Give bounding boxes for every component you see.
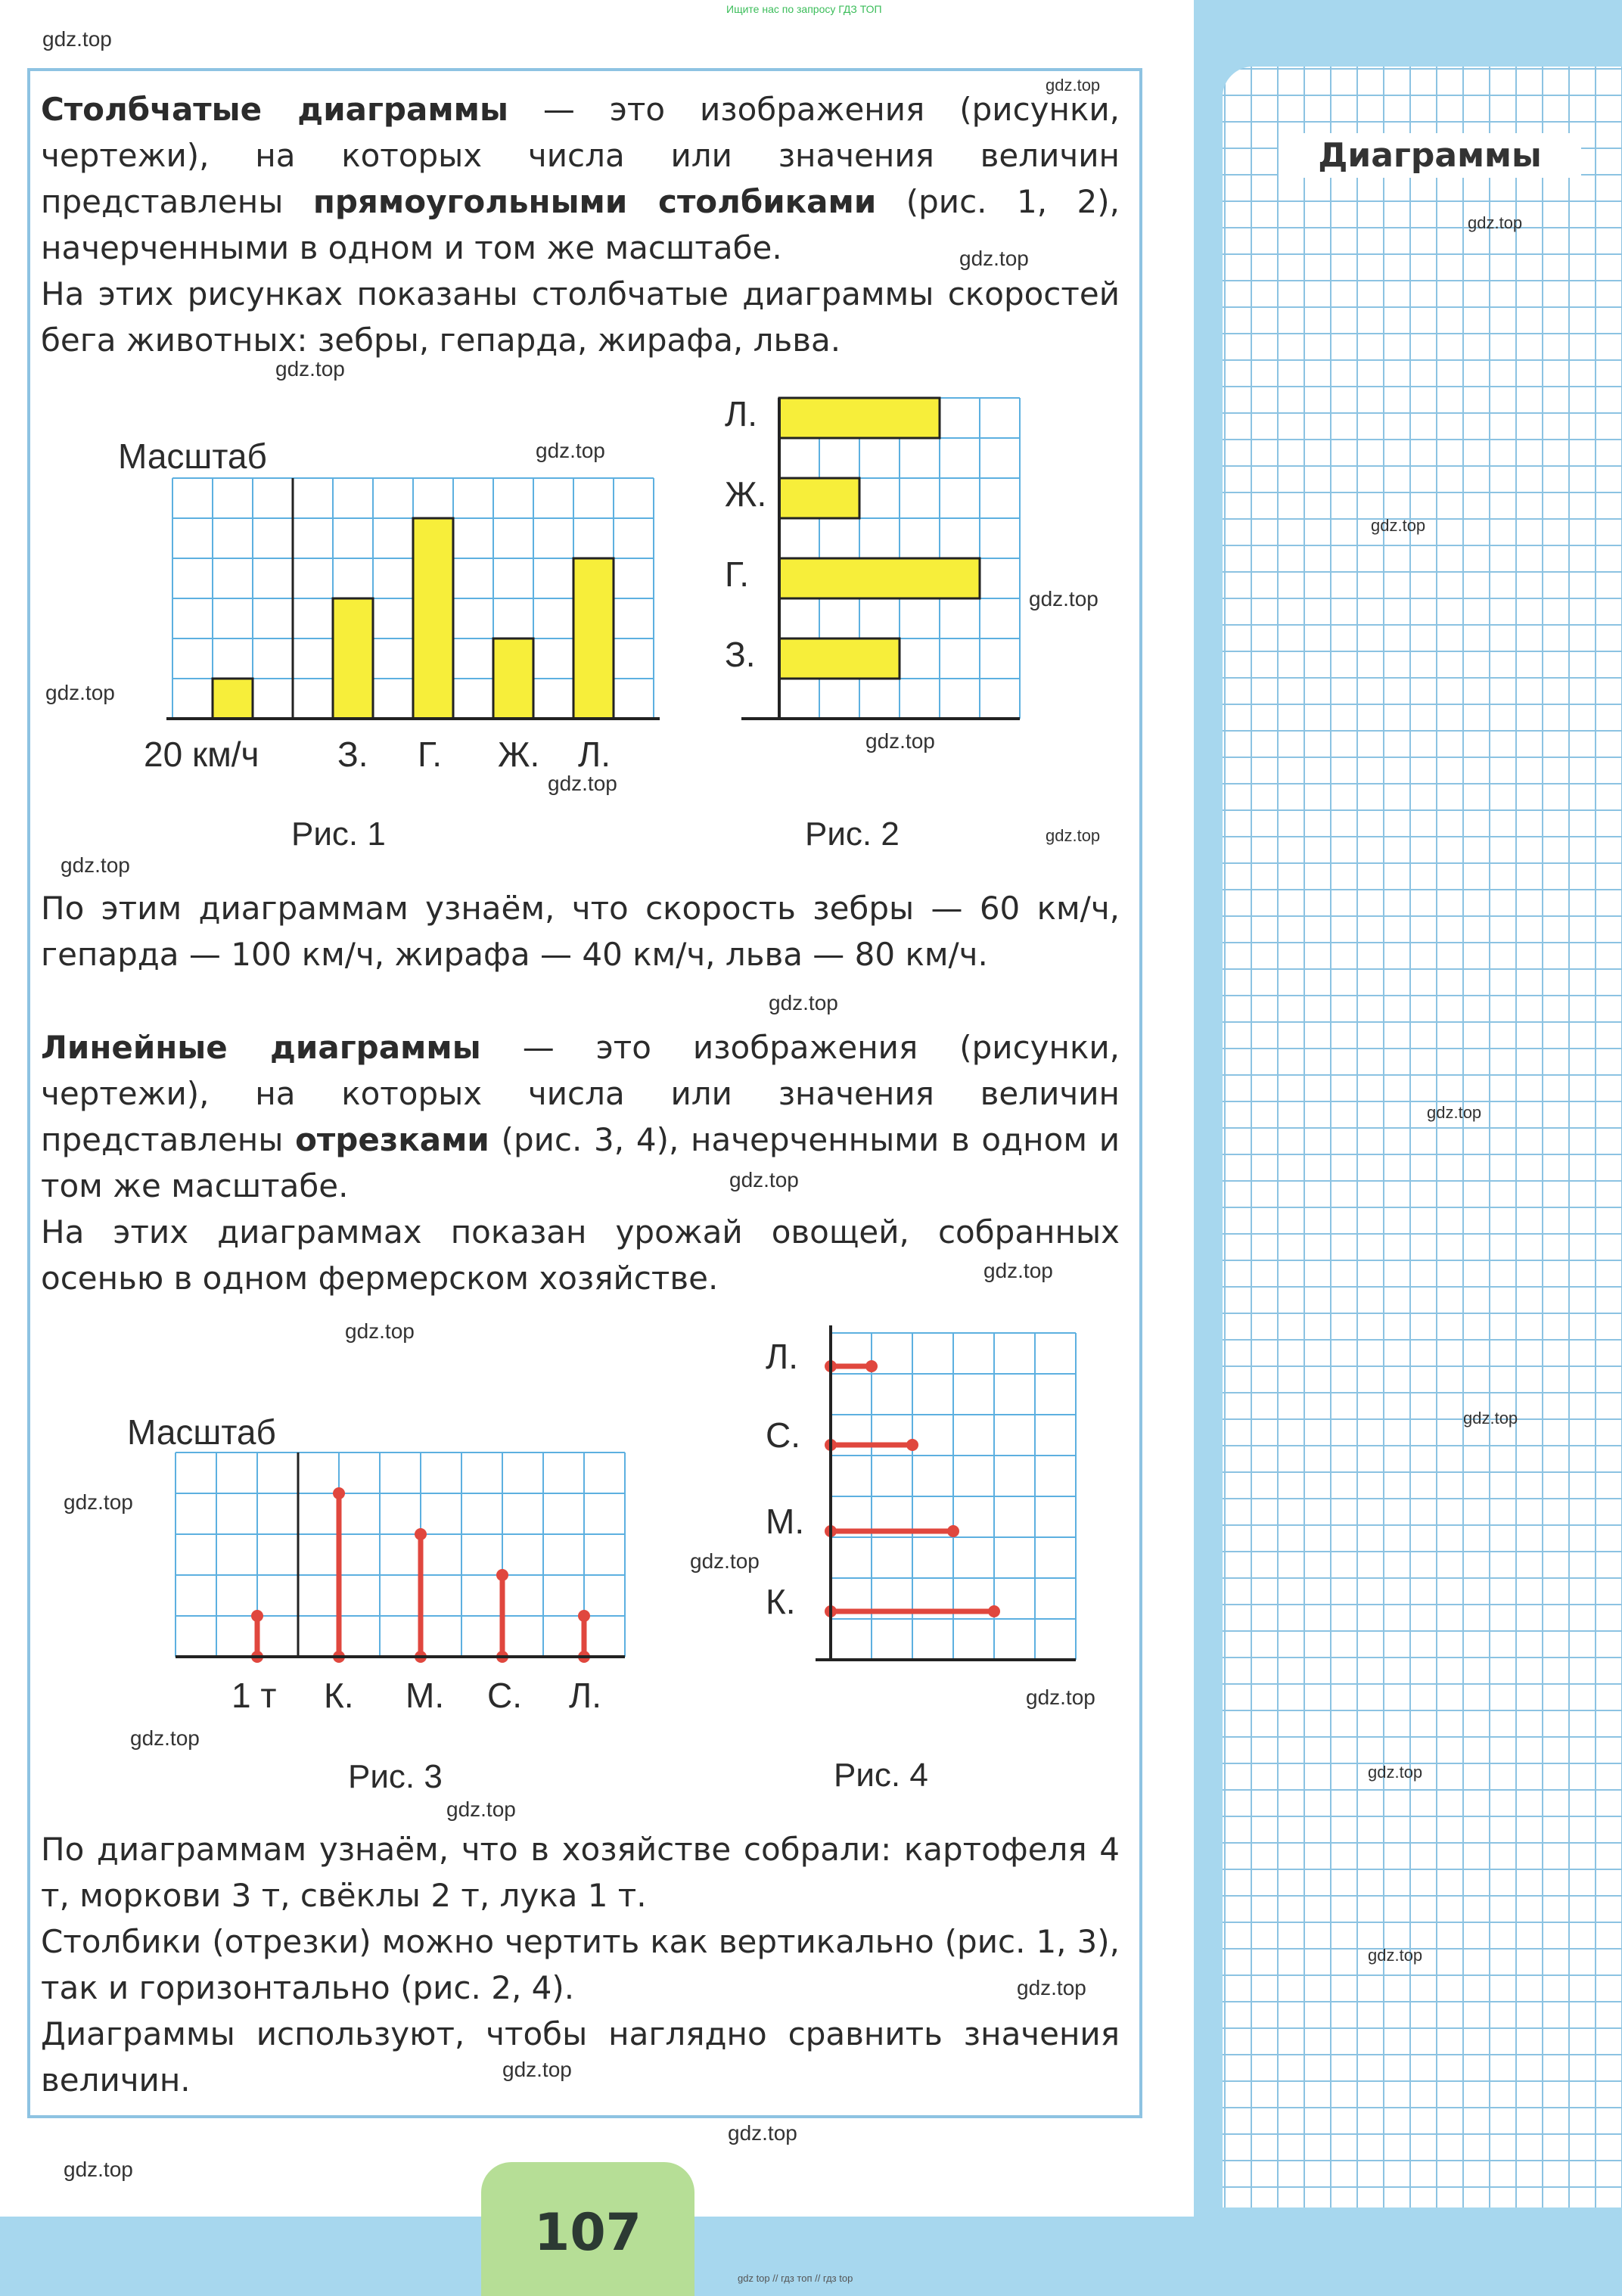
bar bbox=[779, 478, 859, 518]
category-label: Л. bbox=[569, 1676, 601, 1715]
fig3-caption: Рис. 3 bbox=[348, 1758, 443, 1795]
segment-end bbox=[578, 1610, 590, 1622]
watermark: gdz.top bbox=[345, 1319, 415, 1343]
fig1-caption: Рис. 1 bbox=[291, 816, 386, 853]
paragraph-bar-intro: На этих рисунках показаны столбчатые диаграммы скоростей бега животных: зебры, гепарда, жирафа, льва. bbox=[41, 275, 1120, 359]
watermark: gdz.top bbox=[769, 991, 838, 1014]
segment-end bbox=[947, 1525, 959, 1537]
watermark: gdz.top bbox=[959, 247, 1029, 270]
segment-end bbox=[251, 1610, 263, 1622]
watermark: gdz.top bbox=[548, 772, 617, 795]
watermark: gdz.top bbox=[275, 357, 345, 381]
paragraph-purpose: Диаграммы используют, чтобы наглядно сравнить значения величин. bbox=[41, 2015, 1120, 2099]
page-number: 107 bbox=[534, 2203, 642, 2263]
fig2-caption: Рис. 2 bbox=[805, 816, 900, 853]
fig1-scale-label: 20 км/ч bbox=[144, 735, 259, 774]
bottom-margin-strip bbox=[0, 2217, 1622, 2296]
watermark: gdz.top bbox=[1046, 826, 1101, 845]
category-label: З. bbox=[337, 735, 368, 774]
bar bbox=[779, 558, 980, 598]
category-label: С. bbox=[487, 1676, 522, 1715]
watermark: gdz.top bbox=[502, 2058, 572, 2081]
watermark: gdz.top bbox=[983, 1259, 1053, 1282]
term-line-diagrams: Линейные диаграммы bbox=[41, 1029, 481, 1066]
watermark: gdz.top bbox=[1026, 1685, 1095, 1709]
scale-bar bbox=[213, 679, 253, 719]
term-bar-diagrams: Столбчатые диаграммы bbox=[41, 91, 508, 128]
watermark: gdz.top bbox=[64, 2158, 133, 2181]
term-segments: отрезками bbox=[295, 1121, 489, 1158]
watermark: gdz.top bbox=[1368, 1946, 1423, 1965]
watermark: gdz.top bbox=[1368, 1763, 1423, 1782]
category-label: Л. bbox=[766, 1337, 798, 1376]
fig3-vertical-line-chart bbox=[176, 1452, 622, 1658]
fig3-scale-label: 1 т bbox=[231, 1676, 277, 1715]
watermark: gdz.top bbox=[446, 1797, 516, 1821]
watermark: gdz.top bbox=[1427, 1103, 1482, 1122]
segment-end bbox=[415, 1528, 427, 1540]
bar bbox=[779, 398, 940, 438]
segment-end bbox=[988, 1605, 1000, 1617]
fig1-vertical-bar-chart bbox=[166, 478, 651, 723]
paragraph-line-result: По диаграммам узнаём, что в хозяйстве собрали: картофеля 4 т, моркови 3 т, свёклы 2 т, лука 1 т. bbox=[41, 1831, 1120, 1914]
segment-end bbox=[496, 1569, 508, 1581]
bar bbox=[573, 558, 614, 719]
watermark: gdz.top bbox=[64, 1490, 133, 1514]
category-label: Л. bbox=[725, 394, 757, 433]
watermark: gdz.top bbox=[1468, 213, 1523, 232]
category-label: К. bbox=[324, 1676, 354, 1715]
paragraph-line-intro: На этих диаграммах показан урожай овощей, собранных осенью в одном фермерском хозяйстве. bbox=[41, 1213, 1120, 1297]
paragraph-bar-result: По этим диаграммам узнаём, что скорость зебры — 60 км/ч, гепарда — 100 км/ч, жирафа — 40 км/ч, льва — 80 км/ч. bbox=[41, 890, 1120, 973]
watermark: gdz.top bbox=[130, 1726, 200, 1750]
watermark: gdz.top bbox=[865, 729, 935, 753]
fig2-horizontal-bar-chart bbox=[779, 398, 1021, 719]
category-label: К. bbox=[766, 1582, 796, 1621]
watermark: gdz.top bbox=[1371, 516, 1426, 535]
notes-grid-sheet bbox=[1223, 67, 1622, 2207]
watermark: gdz.top bbox=[536, 439, 605, 462]
watermark: gdz.top bbox=[1017, 1976, 1086, 1999]
segment-end bbox=[333, 1487, 345, 1499]
category-label: Г. bbox=[725, 555, 750, 594]
side-title: Диаграммы bbox=[1279, 133, 1581, 178]
bar bbox=[779, 638, 900, 679]
segment-end bbox=[865, 1360, 878, 1372]
category-label: Г. bbox=[418, 735, 443, 774]
watermark: gdz.top bbox=[42, 27, 112, 51]
term-rectangles: прямоугольными столбиками bbox=[312, 183, 877, 220]
category-label: С. bbox=[766, 1415, 800, 1455]
bar bbox=[413, 518, 453, 719]
category-label: Л. bbox=[578, 735, 611, 774]
watermark: gdz.top bbox=[61, 853, 130, 877]
fig4-caption: Рис. 4 bbox=[834, 1757, 928, 1794]
watermark: gdz.top bbox=[1029, 587, 1098, 611]
watermark: gdz.top bbox=[728, 2121, 797, 2145]
segment-end bbox=[906, 1439, 918, 1451]
top-note: Ищите нас по запросу ГДЗ ТОП bbox=[726, 3, 882, 15]
category-label: З. bbox=[725, 635, 756, 674]
watermark: gdz.top bbox=[729, 1168, 799, 1191]
bar bbox=[493, 638, 533, 719]
category-label: Ж. bbox=[498, 735, 540, 774]
paragraph-bar-definition: Столбчатые диаграммы — это изображения (рисунки, чертежи), на которых числа или значения величин представлены прямоугольными столбиками (рис. 1, 2), начерченными в одном и том же масштабе. bbox=[41, 91, 1120, 266]
fig1-scale-title: Масштаб bbox=[118, 437, 267, 476]
bar bbox=[333, 598, 373, 719]
watermark: gdz.top bbox=[45, 681, 115, 704]
paragraph-orientation: Столбики (отрезки) можно чертить как вертикально (рис. 1, 3), так и горизонтально (рис. 2, 4). bbox=[41, 1923, 1120, 2006]
category-label: М. bbox=[406, 1676, 445, 1715]
watermark: gdz.top bbox=[690, 1549, 760, 1573]
category-label: М. bbox=[766, 1502, 805, 1541]
watermark: gdz.top bbox=[1046, 76, 1101, 95]
category-label: Ж. bbox=[725, 474, 767, 514]
paragraph-line-definition: Линейные диаграммы — это изображения (рисунки, чертежи), на которых числа или значения величин представлены отрезками (рис. 3, 4), начерченными в одном и том же масштабе. bbox=[41, 1029, 1120, 1204]
fig3-scale-title: Масштаб bbox=[127, 1412, 276, 1452]
bottom-note: gdz top // гдз топ // гдз top bbox=[738, 2273, 853, 2284]
fig4-horizontal-line-chart bbox=[790, 1333, 1039, 1658]
watermark: gdz.top bbox=[1463, 1409, 1518, 1428]
